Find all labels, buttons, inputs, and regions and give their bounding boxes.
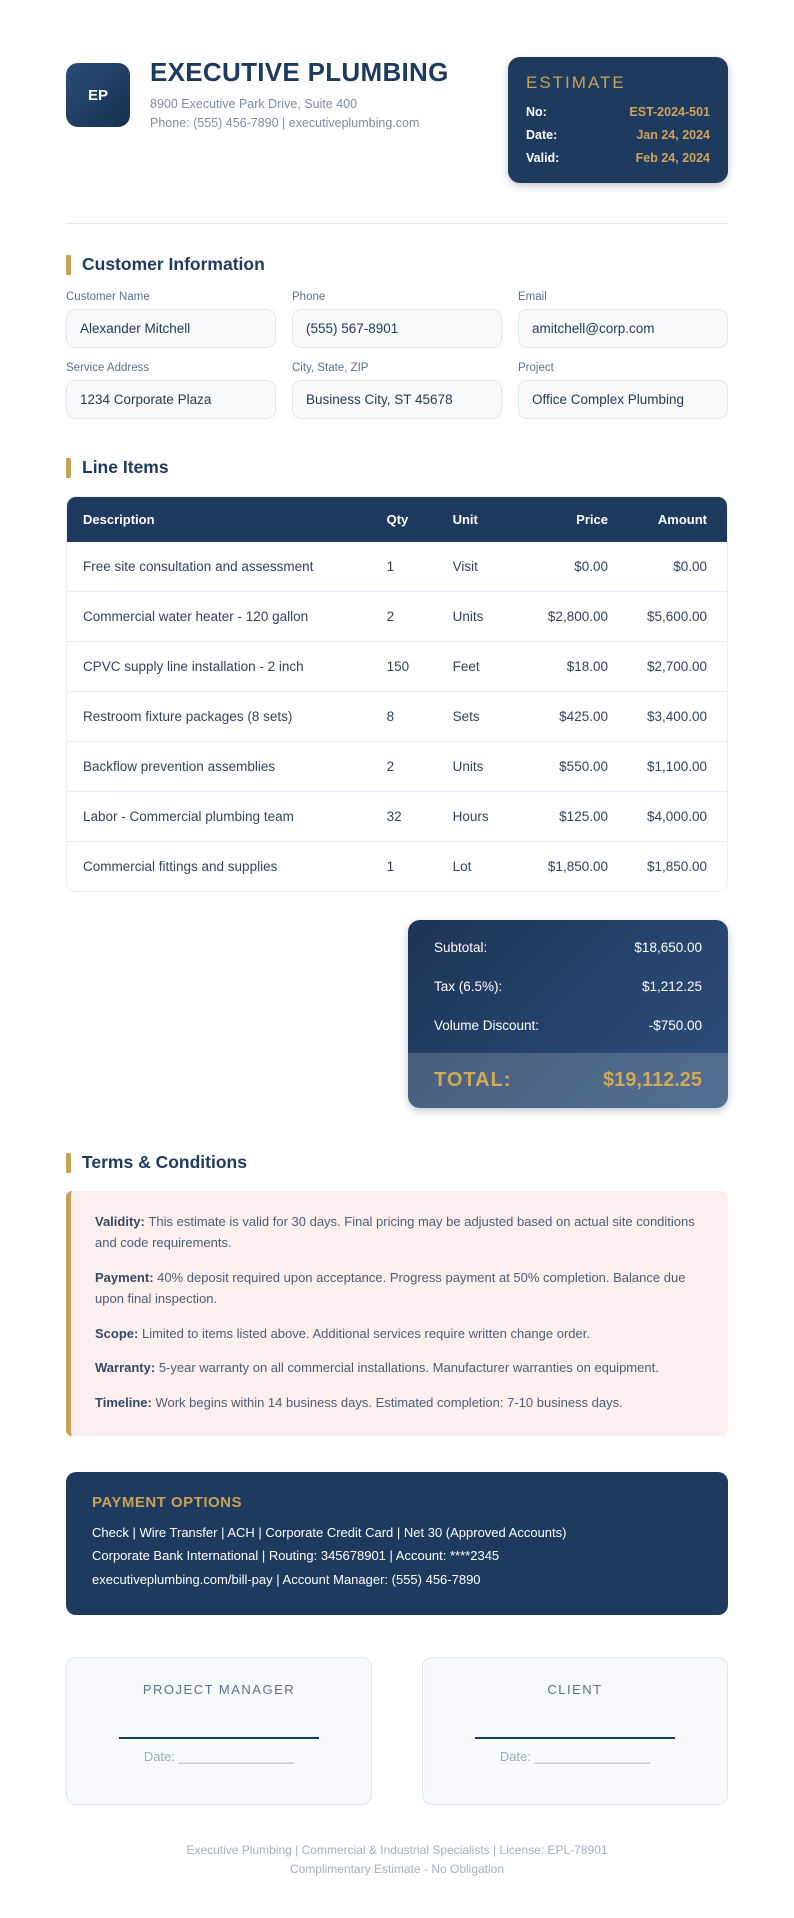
customer-field (518, 362, 728, 419)
cell-unit: Units (437, 592, 529, 642)
customer-section (66, 254, 728, 419)
customer-field-input[interactable]: Alexander Mitchell (66, 309, 276, 348)
gold-accent-bar (66, 458, 71, 478)
cell-price: $1,850.00 (529, 842, 628, 892)
cell-unit: Hours (437, 792, 529, 842)
payment-options-lines (92, 1521, 702, 1591)
cell-qty: 32 (371, 792, 437, 842)
customer-field-label: Service Address (66, 362, 150, 374)
company-contact: Phone: (555) 456-7890 | executiveplumbing.com (150, 116, 420, 131)
totals-row-value: $1,212.25 (641, 979, 702, 994)
payment-option-line: Corporate Bank International | Routing: 345678901 | Account: ****2345 (92, 1548, 500, 1564)
cell-qty: 2 (371, 592, 437, 642)
customer-field (292, 291, 502, 348)
table-row (67, 692, 727, 742)
term-item: Validity: This estimate is valid for 30 days. Final pricing may be adjusted based on actual site conditions and code requirements. (95, 1214, 695, 1251)
line-items-table-wrap (66, 496, 728, 892)
estimate-meta-value: Jan 24, 2024 (636, 128, 710, 142)
totals-row-label: Volume Discount: (434, 1018, 540, 1033)
term-item: Payment: 40% deposit required upon acceptance. Progress payment at 50% completion. Balance due upon final inspection. (95, 1269, 686, 1307)
terms-heading-label: Terms & Conditions (82, 1152, 247, 1172)
customer-field-label: City, State, ZIP (292, 362, 369, 374)
customer-fields-grid (66, 291, 728, 419)
totals-row (408, 1006, 728, 1045)
cell-unit: Visit (437, 542, 529, 592)
cell-description: Commercial fittings and supplies (67, 842, 371, 892)
customer-field (66, 291, 276, 348)
estimate-document (66, 0, 728, 1918)
line-items-section (66, 457, 728, 1108)
signature-title: PROJECT MANAGER (142, 1682, 296, 1698)
document-footer (66, 1841, 728, 1918)
customer-field-input[interactable]: (555) 567-8901 (292, 309, 502, 348)
cell-amount: $2,700.00 (628, 642, 727, 692)
cell-price: $18.00 (529, 642, 628, 692)
customer-field (518, 291, 728, 348)
totals-row-label: Subtotal: (434, 940, 488, 955)
estimate-meta-row (526, 105, 710, 119)
table-row (67, 742, 727, 792)
company-brand (66, 57, 449, 134)
gold-accent-bar (66, 1153, 71, 1173)
company-info (150, 57, 449, 134)
table-row (67, 592, 727, 642)
signature-title: CLIENT (547, 1682, 603, 1698)
estimate-title: ESTIMATE (526, 73, 626, 92)
term-label: Timeline: (95, 1394, 156, 1410)
cell-price: $425.00 (529, 692, 628, 742)
term-label: Validity: (95, 1214, 149, 1229)
column-header-description: Description (67, 497, 371, 542)
totals-row-label: Tax (6.5%): (434, 979, 503, 994)
estimate-meta-row (526, 151, 710, 165)
customer-field (292, 362, 502, 419)
estimate-meta-rows (526, 105, 710, 165)
footer-line2: Complimentary Estimate - No Obligation (289, 1861, 505, 1876)
table-header-row (67, 497, 727, 542)
column-header-unit: Unit (437, 497, 529, 542)
column-header-amount: Amount (628, 497, 727, 542)
cell-qty: 1 (371, 542, 437, 592)
signature-date-label: Date: ________________ (499, 1749, 651, 1765)
term-item: Scope: Limited to items listed above. Additional services require written change order. (95, 1325, 590, 1341)
customer-field-label: Project (518, 362, 554, 374)
term-label: Payment: (95, 1269, 158, 1285)
customer-field-input[interactable]: Office Complex Plumbing (518, 380, 728, 419)
grand-total-label: TOTAL: (434, 1069, 512, 1091)
customer-field-label: Customer Name (66, 291, 150, 303)
estimate-meta-label: Date: (526, 128, 558, 142)
cell-amount: $3,400.00 (628, 692, 727, 742)
payment-option-line: Check | Wire Transfer | ACH | Corporate Credit Card | Net 30 (Approved Accounts) (92, 1525, 567, 1541)
line-items-table (67, 497, 727, 891)
cell-amount: $1,100.00 (628, 742, 727, 792)
line-items-section-heading (66, 457, 728, 478)
footer-line1: Executive Plumbing | Commercial & Industrial Specialists | License: EPL-78901 (186, 1843, 608, 1858)
cell-qty: 150 (371, 642, 437, 692)
customer-field-input[interactable]: amitchell@corp.com (518, 309, 728, 348)
totals-rows (408, 928, 728, 1045)
table-row (67, 792, 727, 842)
gold-accent-bar (66, 255, 71, 275)
cell-qty: 8 (371, 692, 437, 742)
cell-unit: Units (437, 742, 529, 792)
customer-heading-label: Customer Information (82, 254, 265, 274)
cell-description: Commercial water heater - 120 gallon (67, 592, 371, 642)
signature-line (475, 1737, 676, 1739)
cell-amount: $4,000.00 (628, 792, 727, 842)
cell-amount: $1,850.00 (628, 842, 727, 892)
signature-box (66, 1657, 372, 1805)
customer-field-label: Phone (292, 291, 326, 303)
estimate-meta-box (508, 57, 728, 183)
cell-amount: $5,600.00 (628, 592, 727, 642)
terms-section-heading (66, 1152, 728, 1173)
totals-box (408, 920, 728, 1108)
cell-unit: Sets (437, 692, 529, 742)
estimate-meta-row (526, 128, 710, 142)
customer-field-input[interactable]: Business City, ST 45678 (292, 380, 502, 419)
company-address-contact (150, 95, 449, 134)
grand-total-value: $19,112.25 (603, 1069, 702, 1091)
cell-description: Free site consultation and assessment (67, 542, 371, 592)
cell-amount: $0.00 (628, 542, 727, 592)
cell-qty: 1 (371, 842, 437, 892)
customer-section-heading (66, 254, 728, 275)
table-row (67, 542, 727, 592)
cell-description: CPVC supply line installation - 2 inch (67, 642, 371, 692)
customer-field-label: Email (518, 291, 547, 303)
header-divider (66, 223, 728, 224)
customer-field-input[interactable]: 1234 Corporate Plaza (66, 380, 276, 419)
totals-row (408, 967, 728, 1006)
cell-description: Backflow prevention assemblies (67, 742, 371, 792)
column-header-qty: Qty (371, 497, 437, 542)
cell-price: $550.00 (529, 742, 628, 792)
estimate-meta-label: No: (526, 105, 547, 119)
signature-box (422, 1657, 728, 1805)
cell-description: Restroom fixture packages (8 sets) (67, 692, 371, 742)
estimate-meta-value: EST-2024-501 (629, 105, 710, 119)
company-logo: EP (66, 63, 130, 127)
company-name: EXECUTIVE PLUMBING (150, 57, 449, 87)
estimate-meta-value: Feb 24, 2024 (635, 151, 710, 165)
term-item: Warranty: 5-year warranty on all commercial installations. Manufacturer warranties on equipment. (95, 1360, 659, 1376)
table-row (67, 842, 727, 892)
cell-unit: Lot (437, 842, 529, 892)
table-row (67, 642, 727, 692)
term-item: Timeline: Work begins within 14 business days. Estimated completion: 7-10 business days. (95, 1394, 623, 1410)
column-header-price: Price (529, 497, 628, 542)
cell-price: $125.00 (529, 792, 628, 842)
terms-section (66, 1152, 728, 1436)
cell-unit: Feet (437, 642, 529, 692)
payment-options-box (66, 1472, 728, 1615)
totals-row-value: $18,650.00 (634, 940, 702, 955)
signature-section (66, 1657, 728, 1805)
payment-option-line: executiveplumbing.com/bill-pay | Account Manager: (555) 456-7890 (92, 1571, 481, 1587)
document-header (66, 57, 728, 183)
line-items-heading-label: Line Items (82, 457, 169, 477)
payment-options-title: PAYMENT OPTIONS (92, 1494, 243, 1512)
signature-date-label: Date: ________________ (143, 1749, 295, 1765)
estimate-meta-label: Valid: (526, 151, 560, 165)
totals-row (408, 928, 728, 967)
term-label: Scope: (95, 1325, 142, 1341)
table-body (67, 542, 727, 891)
term-label: Warranty: (95, 1360, 159, 1376)
cell-qty: 2 (371, 742, 437, 792)
cell-price: $2,800.00 (529, 592, 628, 642)
totals-row-value: -$750.00 (648, 1018, 702, 1033)
cell-price: $0.00 (529, 542, 628, 592)
company-address: 8900 Executive Park Drive, Suite 400 (150, 97, 358, 111)
customer-field (66, 362, 276, 419)
cell-description: Labor - Commercial plumbing team (67, 792, 371, 842)
signature-line (119, 1737, 320, 1739)
terms-box (66, 1191, 728, 1436)
grand-total-row (408, 1053, 728, 1108)
